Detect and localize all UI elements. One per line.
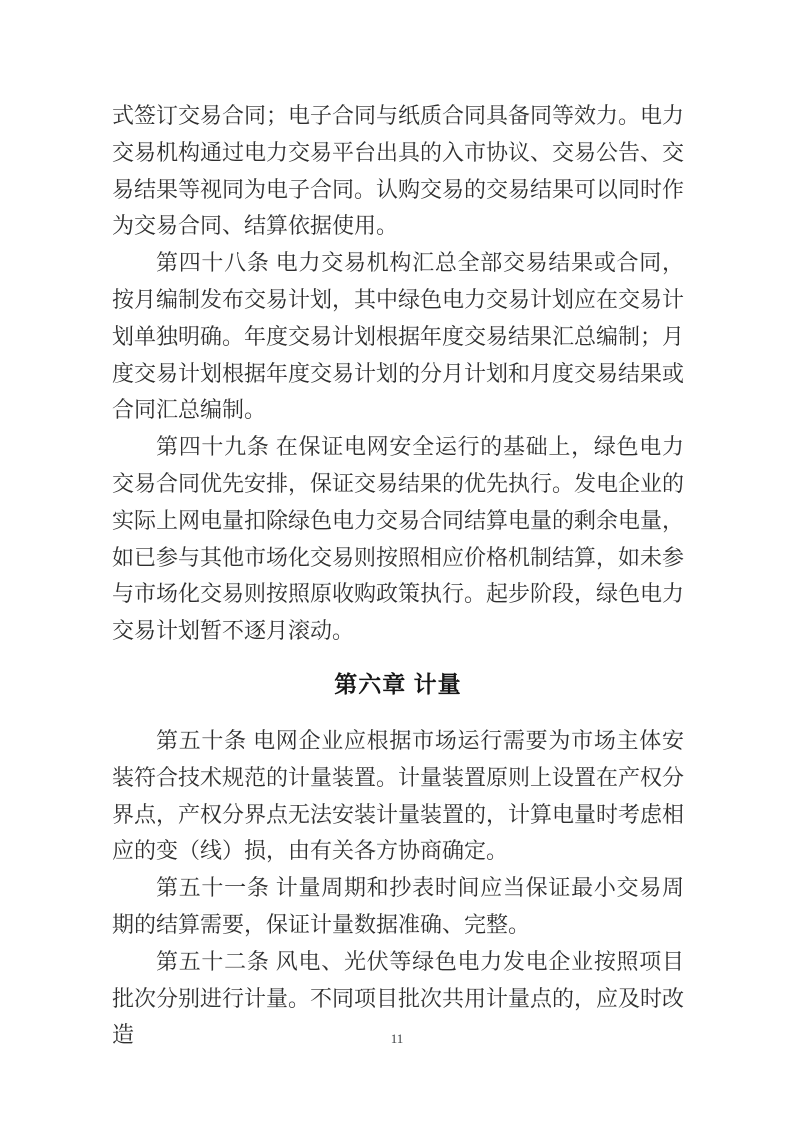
page-body-text <box>112 98 684 1054</box>
paragraph-article-52: 第五十二条 风电、光伏等绿色电力发电企业按照项目批次分别进行计量。不同项目批次共用计量点的，应及时改造 <box>112 948 685 1048</box>
paragraph-article-51: 第五十一条 计量周期和抄表时间应当保证最小交易周期的结算需要，保证计量数据准确、完整。 <box>112 875 684 937</box>
chapter-6-heading: 第六章 计量 <box>334 670 462 697</box>
paragraph-article-48: 第四十八条 电力交易机构汇总全部交易结果或合同，按月编制发布交易计划，其中绿色电力交易计划应在交易计划单独明确。年度交易计划根据年度交易结果汇总编制；月度交易计划根据年度交易计划的分月计划和月度交易结果或合同汇总编制。 <box>112 250 685 423</box>
paragraph-article-50: 第五十条 电网企业应根据市场运行需要为市场主体安装符合技术规范的计量装置。计量装置原则上设置在产权分界点，产权分界点无法安装计量装置的，计算电量时考虑相应的变（线）损，由有关各方协商确定。 <box>112 727 685 864</box>
paragraph-continuation: 式签订交易合同；电子合同与纸质合同具备同等效力。电力交易机构通过电力交易平台出具的入市协议、交易公告、交易结果等视同为电子合同。认购交易的交易结果可以同时作为交易合同、结算依据使用。 <box>112 103 685 239</box>
paragraph-article-49: 第四十九条 在保证电网安全运行的基础上，绿色电力交易合同优先安排，保证交易结果的优先执行。发电企业的实际上网电量扣除绿色电力交易合同结算电量的剩余电量，如已参与其他市场化交易则按照相应价格机制结算，如未参与市场化交易则按照原收购政策执行。起步阶段，绿色电力交易计划暂不逐月滚动。 <box>112 434 685 644</box>
page-number: 11 <box>390 1031 404 1046</box>
